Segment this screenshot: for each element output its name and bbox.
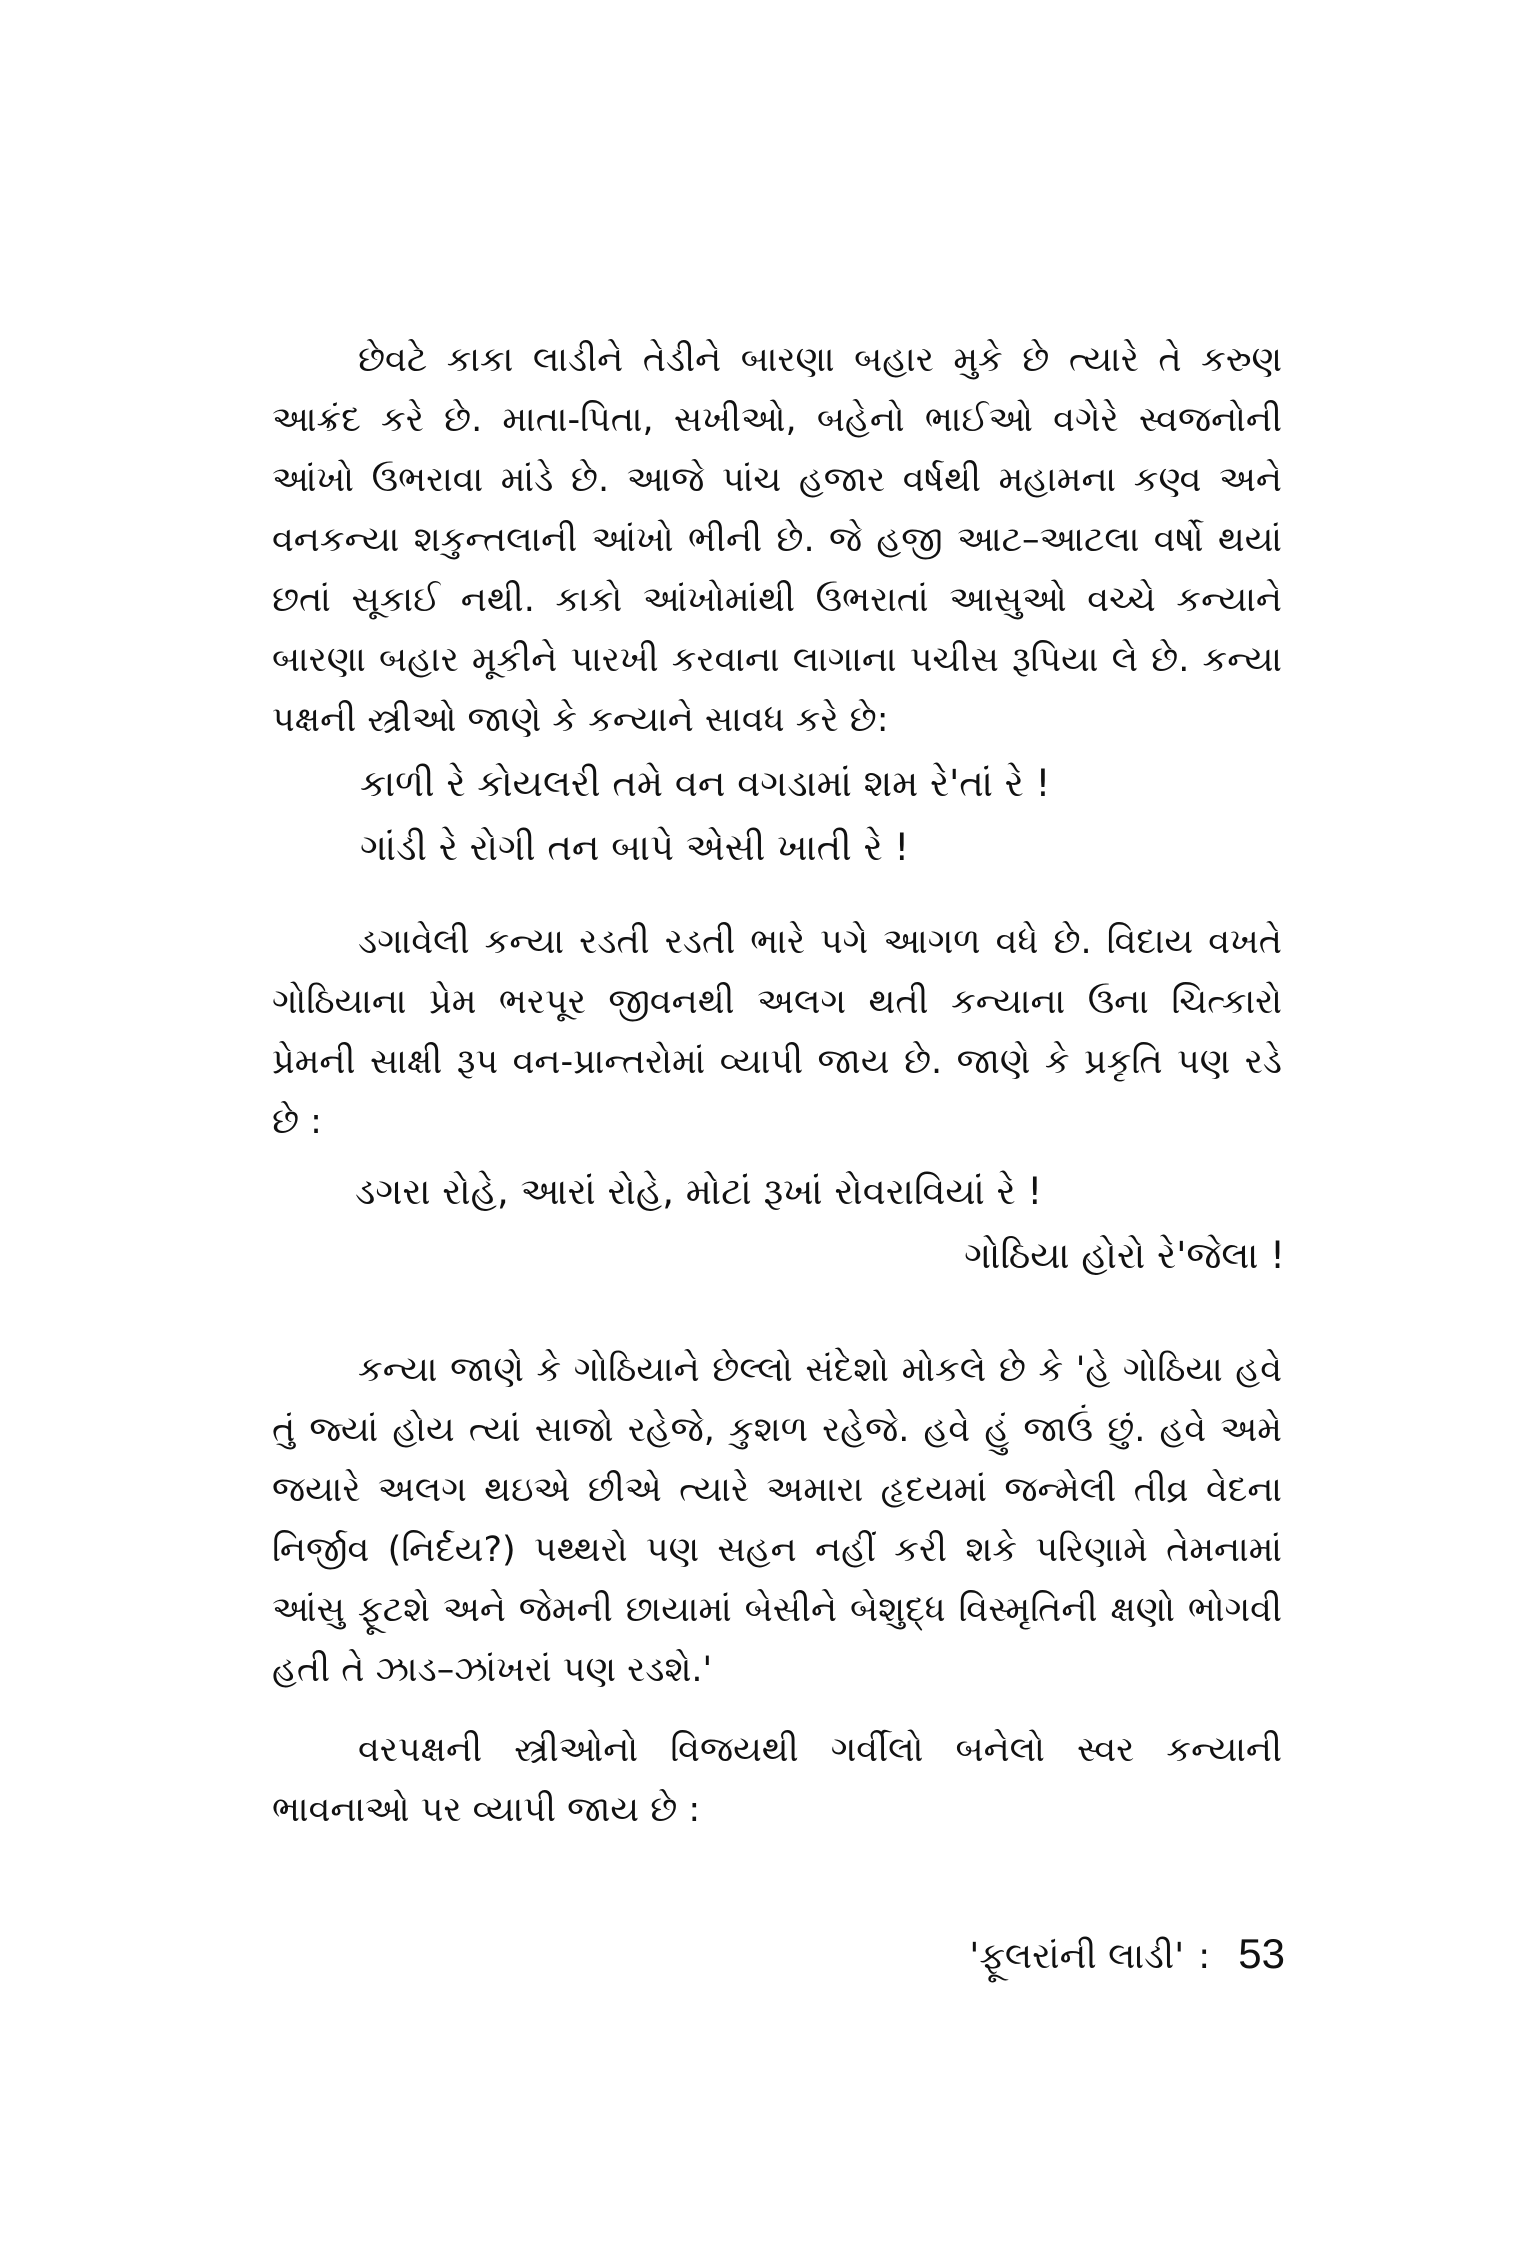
verse-1-line-2: ગાંડી રે રોગી તન બાપે એસી ખાતી રે ! (360, 826, 910, 869)
verse-1-line-1: કાળી રે કોયલરી તમે વન વગડામાં શમ રે'તાં રે ! (360, 762, 1051, 805)
verse-1 (360, 752, 1050, 880)
paragraph-2 (272, 912, 1282, 1152)
page-footer (905, 1930, 1285, 1978)
paragraph-4 (272, 1720, 1282, 1840)
paragraph-2-text: ડગાવેલી કન્યા રડતી રડતી ભારે પગે આગળ વધે છે. વિદાય વખતે ગોઠિયાના પ્રેમ ભરપૂર જીવનથી અલગ થતી કન્યાના ઉના ચિત્કારો પ્રેમની સાક્ષી રૂપ વન-પ્રાન્તરોમાં વ્યાપી જાય છે. જાણે કે પ્રકૃતિ પણ રડે છે : (272, 922, 1282, 1142)
paragraph-4-text: વરપક્ષની સ્ત્રીઓનો વિજયથી ગર્વીલો બનેલો સ્વર કન્યાની ભાવનાઓ પર વ્યાપી જાય છે : (272, 1730, 1282, 1830)
footer-separator: : (1198, 1936, 1211, 1977)
verse-2-line-2: ગોઠિયા હોરો રે'જેલા ! (964, 1234, 1285, 1277)
paragraph-3 (272, 1340, 1282, 1700)
running-title: 'ફૂલરાંની લાડી' (969, 1936, 1185, 1977)
verse-2 (355, 1160, 1285, 1288)
paragraph-1-text: છેવટે કાકા લાડીને તેડીને બારણા બહાર મુકે છે ત્યારે તે કરુણ આક્રંદ કરે છે. માતા-પિતા, સખીઓ, બહેનો ભાઈઓ વગેરે સ્વજનોની આંખો ઉભરાવા માંડે છે. આજે પાંચ હજાર વર્ષથી મહામના કણ્વ અને વનકન્યા શકુન્તલાની આંખો ભીની છે. જે હજી આટ–આટલા વર્ષો થયાં છતાં સૂકાઈ નથી. કાકો આંખોમાંથી ઉભરાતાં આસુઓ વચ્ચે કન્યાને બારણા બહાર મૂકીને પારખી કરવાના લાગાના પચીસ રૂપિયા લે છે. કન્યા પક્ષની સ્ત્રીઓ જાણે કે કન્યાને સાવધ કરે છે: (272, 340, 1282, 740)
page-number: 53 (1238, 1930, 1285, 1977)
verse-2-line-1: ડગરા રોહે, આરાં રોહે, મોટાં રૂખાં રોવરાવિયાં રે ! (355, 1170, 1043, 1213)
paragraph-3-text: કન્યા જાણે કે ગોઠિયાને છેલ્લો સંદેશો મોકલે છે કે 'હે ગોઠિયા હવે તું જ્યાં હોય ત્યાં સાજો રહેજે, કુશળ રહેજે. હવે હું જાઉં છું. હવે અમે જયારે અલગ થઇએ છીએ ત્યારે અમારા હૃદયમાં જન્મેલી તીવ્ર વેદના નિર્જીવ (નિર્દય?) પથ્થરો પણ સહન નહીં કરી શકે પરિણામે તેમનામાં આંસુ ફૂટશે અને જેમની છાયામાં બેસીને બેશુદ્ધ વિસ્મૃતિની ક્ષણો ભોગવી હતી તે ઝાડ–ઝાંખરાં પણ રડશે.' (272, 1350, 1282, 1690)
paragraph-1 (272, 330, 1282, 750)
